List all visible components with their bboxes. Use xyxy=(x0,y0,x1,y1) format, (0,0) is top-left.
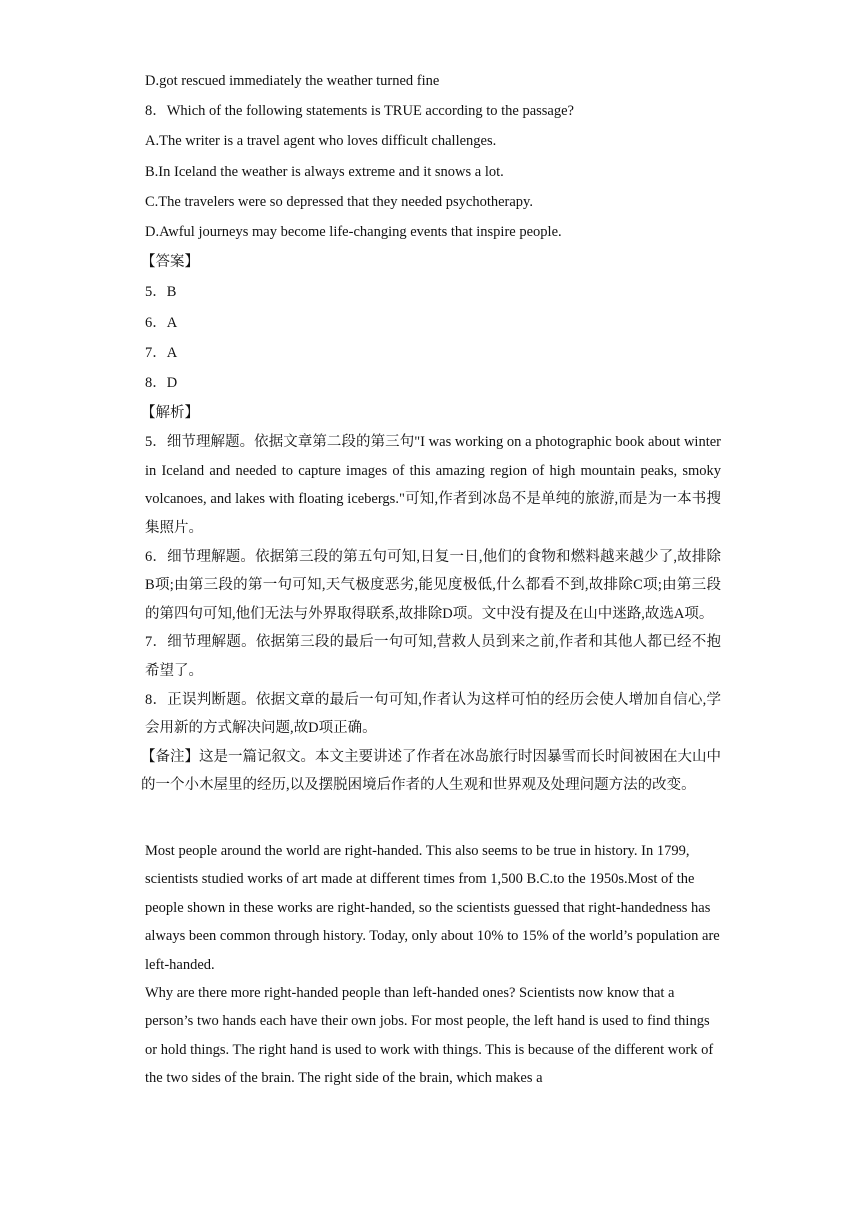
analysis-heading: 【解析】 xyxy=(141,405,199,422)
answer-item: 6．A xyxy=(145,314,178,331)
document-page xyxy=(141,66,721,1093)
question8-option-d: D.Awful journeys may become life-changing events that inspire people. xyxy=(145,223,562,240)
passage-paragraph-1: Most people around the world are right-handed. This also seems to be true in history. In 1799, scientists studied works of art made at different times from 1,500 B.C.to the 1950s.Most of the people shown in these works are right-handed, so the scientists guessed that right-handedness has always been common through history. Today, only about 10% to 15% of the world’s population are left-handed. xyxy=(145,842,720,973)
answer-item: 7．A xyxy=(145,344,178,361)
note-paragraph: 【备注】这是一篇记叙文。本文主要讲述了作者在冰岛旅行时因暴雪而长时间被困在大山中的一个小木屋里的经历,以及摆脱困境后作者的人生观和世界观及处理问题方法的改变。 xyxy=(141,748,721,794)
question8-stem: 8．Which of the following statements is TRUE according to the passage? xyxy=(145,103,574,120)
analysis-item-5: 5．细节理解题。依据文章第二段的第三句"I was working on a photographic book about winter in Iceland and needed to capture images of this amazing region of high mountain peaks, smoky volcanoes, and lakes with floating icebergs."可知,作者到冰岛不是单纯的旅游,而是为一本书搜集照片。 xyxy=(145,434,721,537)
answer-item: 5．B xyxy=(145,284,177,301)
question8-option-a: A.The writer is a travel agent who loves difficult challenges. xyxy=(145,133,497,150)
question8-option-c: C.The travelers were so depressed that they needed psychotherapy. xyxy=(145,193,533,210)
question8-option-b: B.In Iceland the weather is always extreme and it snows a lot. xyxy=(145,163,504,180)
passage-paragraph-2: Why are there more right-handed people than left-handed ones? Scientists now know that a person’s two hands each have their own jobs. For most people, the left hand is used to find things or hold things. The right hand is used to work with things. This is because of the different work of the two sides of the brain. The right side of the brain, which makes a xyxy=(145,985,714,1087)
answer-heading: 【答案】 xyxy=(141,254,199,271)
analysis-item-7: 7．细节理解题。依据第三段的最后一句可知,营救人员到来之前,作者和其他人都已经不抱希望了。 xyxy=(145,634,721,679)
next-passage xyxy=(145,837,721,1093)
answer-list xyxy=(145,277,721,398)
analysis-item-6: 6．细节理解题。依据第三段的第五句可知,日复一日,他们的食物和燃料越来越少了,故排除B项;由第三段的第一句可知,天气极度恶劣,能见度极低,什么都看不到,故排除C项;由第三段的第四句可知,他们无法与外界取得联系,故排除D项。文中没有提及在山中迷路,故选A项。 xyxy=(145,548,721,622)
section-spacer xyxy=(145,800,721,837)
analysis-item-8: 8．正误判断题。依据文章的最后一句可知,作者认为这样可怕的经历会使人增加自信心,学会用新的方式解决问题,故D项正确。 xyxy=(145,691,721,737)
answer-item: 8．D xyxy=(145,374,178,391)
question7-option-d: D.got rescued immediately the weather turned fine xyxy=(145,73,440,89)
question8 xyxy=(145,96,721,247)
analysis-list xyxy=(145,428,721,743)
